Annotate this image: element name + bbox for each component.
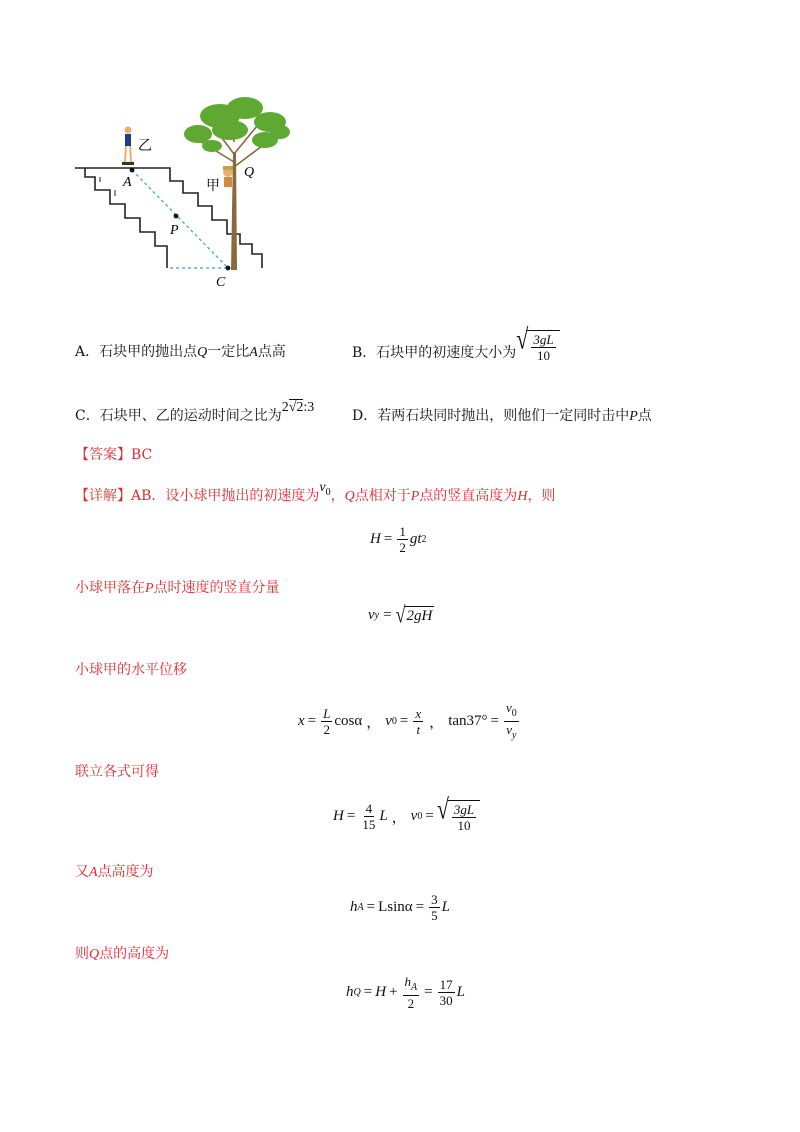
eq1-lhs: H: [370, 531, 381, 547]
equation-3: [298, 700, 521, 743]
eq4-v0: v: [410, 808, 418, 824]
eq3-v0-sub: 0: [391, 716, 397, 727]
answer: 【答案】BC: [75, 447, 153, 463]
text5-a: A: [89, 865, 98, 880]
eq1-den: 2: [399, 540, 406, 555]
eq6-num2: 17: [439, 977, 453, 992]
option-a-mid: 一定比: [207, 344, 250, 360]
point-p: [174, 214, 179, 219]
eq5-h-sub: A: [357, 902, 364, 913]
equation-2: v y = √ 2gH: [368, 601, 433, 628]
point-c: [226, 266, 231, 271]
point-a: [130, 168, 135, 173]
eq3-num1: L: [323, 706, 331, 721]
person-yi: [122, 127, 134, 166]
text5-suffix: 点高度为: [97, 864, 154, 880]
option-c-ratio: 2√2:3: [281, 400, 315, 415]
option-b-sqrt: √ $\frac{3gL}{10}$: [516, 330, 559, 363]
option-c: [75, 398, 314, 426]
detail-text-5: [75, 862, 154, 883]
eq1-pow: 2: [421, 534, 427, 545]
detail-text-2: [75, 578, 280, 599]
eq3-cos: cosα: [334, 713, 363, 729]
label-a: A: [123, 175, 132, 190]
eq1-num: 1: [399, 524, 406, 539]
option-b-den: 10: [536, 348, 550, 363]
text5-prefix: 又: [75, 864, 89, 880]
eq2-lhs-sub: y: [374, 610, 380, 621]
eq6-num-sub: A: [411, 982, 418, 993]
option-b-prefix: B．石块甲的初速度大小为: [352, 344, 517, 361]
eq3-num3: v: [505, 700, 512, 715]
text6-suffix: 点的高度为: [99, 946, 170, 962]
stairs-tree-figure: [70, 92, 300, 292]
text6-prefix: 则: [75, 946, 89, 962]
eq3-den3: v: [506, 722, 513, 737]
person-jia: [223, 166, 233, 187]
eq3-den1: 2: [323, 722, 330, 737]
option-a: [75, 342, 286, 363]
eq4-den: 15: [362, 817, 376, 832]
detail-prefix: 【详解】AB．设小球甲抛出的初速度为: [75, 488, 320, 504]
eq5-eq2: =: [415, 899, 425, 915]
option-d: [352, 406, 652, 427]
text6-q: Q: [89, 947, 100, 962]
eq4-h: H: [333, 808, 344, 824]
detail-mid2: 点相对于: [354, 488, 411, 504]
right-staircase: [128, 168, 262, 268]
label-yi: 乙: [138, 138, 152, 154]
equation-4: H = $\frac{4}{15}$ L ， v 0 = √ $\frac{3gL}{10}$: [333, 800, 480, 833]
left-staircase-outer: [100, 177, 115, 196]
detail-mid3: 点的竖直高度为: [419, 488, 518, 504]
eq5-mid: Lsinα: [378, 899, 413, 915]
eq3-sep1: ，: [366, 715, 382, 731]
eq3-num3-sub: 0: [511, 708, 517, 719]
detail-h: H: [517, 489, 528, 504]
detail-q: Q: [344, 489, 355, 504]
eq6-l: L: [456, 984, 465, 1000]
option-b-num: 3gL: [533, 332, 554, 347]
eq6-num: h: [404, 974, 412, 989]
option-c-radicand: 2: [296, 400, 304, 415]
eq3-den2: t: [416, 722, 421, 737]
text2-suffix: 点时速度的竖直分量: [153, 580, 280, 596]
option-c-prefix: C．石块甲、乙的运动时间之比为: [75, 408, 282, 424]
eq5-l: L: [441, 899, 450, 915]
eq4-v0-sub: 0: [417, 811, 423, 822]
eq1-eq: =: [383, 531, 393, 547]
detail-text-3: 小球甲的水平位移: [75, 662, 187, 678]
eq2-lhs: v: [368, 607, 375, 623]
eq3-eq2: =: [399, 713, 409, 729]
label-q: Q: [244, 165, 255, 180]
eq3-den3-sub: y: [512, 730, 517, 741]
eq4-sep: ，: [391, 810, 407, 826]
option-c-coef: 2: [281, 400, 289, 415]
equation-6: [346, 974, 465, 1011]
label-jia: 甲: [206, 178, 220, 194]
eq4-l: L: [379, 808, 388, 824]
detail-text-6: [75, 944, 169, 965]
option-d-p: P: [629, 409, 638, 424]
eq2-radicand: 2gH: [406, 608, 433, 624]
option-a-suffix: 点高: [257, 344, 286, 360]
detail-p: P: [410, 489, 420, 504]
eq6-h-sub: Q: [353, 987, 361, 998]
eq6-h: h: [346, 984, 354, 1000]
eq2-eq: =: [383, 607, 392, 623]
label-p: P: [170, 223, 179, 238]
detail-line-1: [75, 478, 555, 507]
eq5-eq1: =: [366, 899, 376, 915]
option-c-ratio-text: :3: [303, 400, 315, 415]
eq4-num: 4: [365, 801, 373, 816]
eq3-tan: tan37°: [448, 713, 488, 729]
option-b: [352, 322, 560, 363]
eq3-eq1: =: [307, 713, 317, 729]
eq5-h: h: [350, 899, 358, 915]
option-a-q: Q: [197, 345, 208, 360]
text2-prefix: 小球甲落在: [75, 580, 145, 596]
eq5-num: 3: [431, 892, 438, 907]
eq6-eq2: =: [424, 984, 433, 1000]
eq3-sep2: ，: [429, 715, 445, 731]
eq6-hh: H: [375, 984, 387, 1000]
detail-v0: [319, 478, 330, 503]
eq6-den2: 30: [439, 993, 453, 1008]
left-staircase: [75, 168, 167, 268]
eq4-rnum: 3gL: [453, 802, 475, 817]
eq6-den: 2: [407, 996, 415, 1011]
detail-v0-sub: 0: [325, 487, 331, 498]
option-a-a: A: [249, 345, 258, 360]
option-a-prefix: A．石块甲的抛出点: [75, 344, 198, 360]
eq6-plus: +: [389, 984, 398, 1000]
detail-mid1: ，: [330, 488, 345, 504]
label-c: C: [216, 275, 226, 290]
eq3-num2: x: [415, 706, 422, 721]
equation-1: [370, 524, 426, 555]
eq1-rhs: gt: [409, 531, 422, 547]
eq3-x: x: [298, 713, 305, 729]
eq6-eq1: =: [363, 984, 373, 1000]
detail-text-4: 联立各式可得: [75, 764, 159, 780]
option-d-prefix: D．若两石块同时抛出，则他们一定同时击中: [352, 408, 630, 424]
equation-5: [350, 892, 450, 923]
eq5-den: 5: [431, 908, 438, 923]
eq3-v0: v: [385, 713, 392, 729]
eq4-eq2: =: [425, 808, 434, 824]
eq4-rden: 10: [457, 818, 471, 833]
tree-foliage: [184, 97, 290, 152]
eq4-eq1: =: [346, 808, 356, 824]
detail-suffix: ，则: [527, 488, 556, 504]
detail-v0-v: v: [319, 480, 326, 495]
text2-p: P: [145, 581, 154, 596]
option-d-suffix: 点: [637, 408, 652, 424]
eq3-eq3: =: [490, 713, 499, 729]
